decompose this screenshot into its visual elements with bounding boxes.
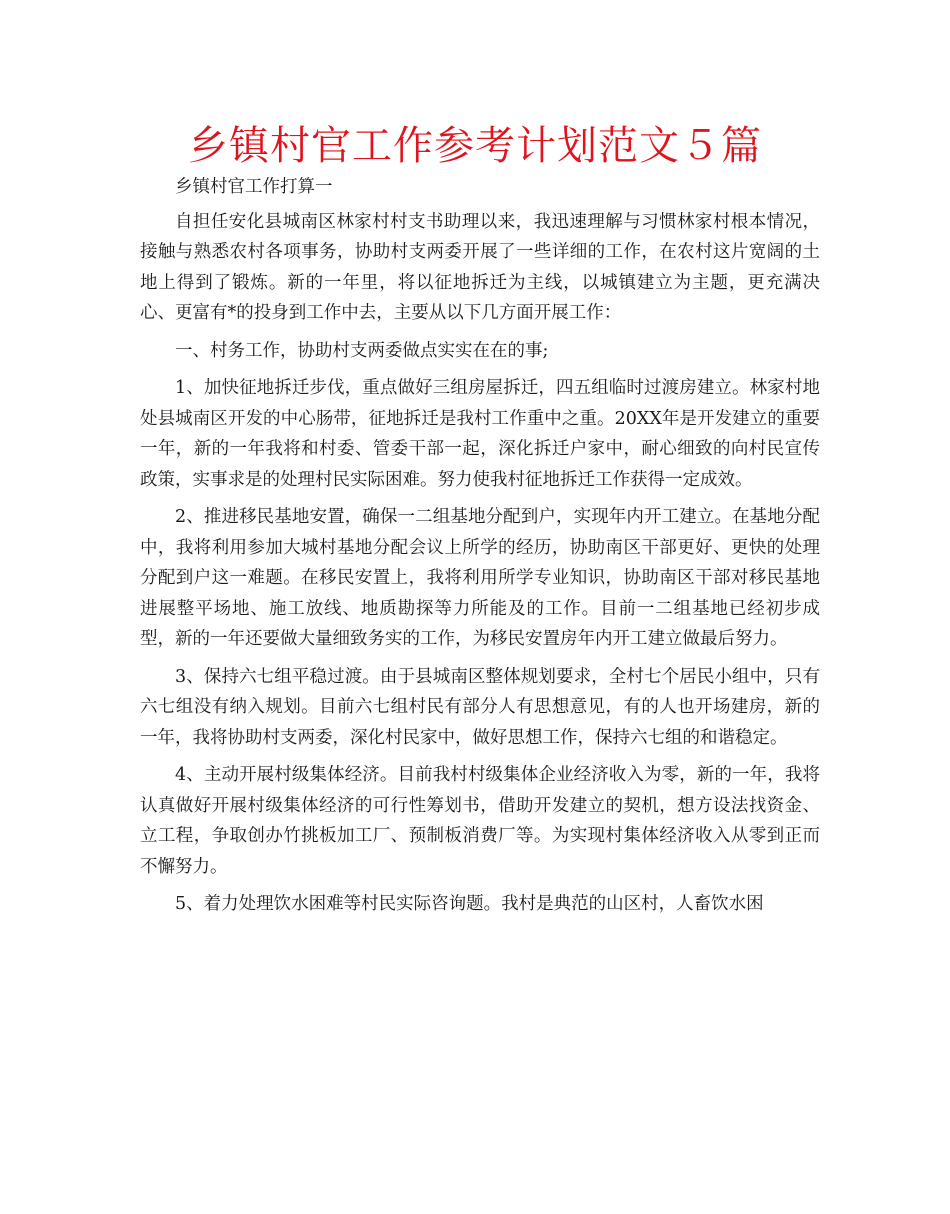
section-heading: 乡镇村官工作打算一 bbox=[175, 177, 333, 197]
paragraph-subheading: 一、村务工作，协助村支两委做点实实在在的事; bbox=[175, 340, 549, 361]
paragraph-item-3: 3、保持六七组平稳过渡。由于县城南区整体规划要求，全村七个居民小组中，只有六七组没有纳入规划。目前六七组村民有部分人有思想意见，有的人也开场建房，新的一年，我将协助村支两委，深化村民家中，做好思想工作，保持六七组的和谐稳定。 bbox=[140, 666, 820, 748]
paragraph-intro: 自担任安化县城南区林家村村支书助理以来，我迅速理解与习惯林家村根本情况，接触与熟悉农村各项事务，协助村支两委开展了一些详细的工作，在农村这片宽阔的土地上得到了锻炼。新的一年里，将以征地拆迁为主线，以城镇建立为主题，更充满决心、更富有*的投身到工作中去，主要从以下几方面开展工作： bbox=[140, 211, 820, 323]
paragraph-item-1: 1、加快征地拆迁步伐，重点做好三组房屋拆迁，四五组临时过渡房建立。林家村地处县城南区开发的中心肠带，征地拆迁是我村工作重中之重。20XX年是开发建立的重要一年，新的一年我将和村委、管委干部一起，深化拆迁户家中，耐心细致的向村民宣传政策，实事求是的处理村民实际困难。努力使我村征地拆迁工作获得一定成效。 bbox=[140, 378, 820, 490]
document-title: 乡镇村官工作参考计划范文５篇 bbox=[188, 123, 762, 169]
document-body bbox=[140, 172, 820, 927]
paragraph-item-4: 4、主动开展村级集体经济。目前我村村级集体企业经济收入为零，新的一年，我将认真做好开展村级集体经济的可行性筹划书，借助开发建立的契机，想方设法找资金、立工程，争取创办竹挑板加工厂、预制板消费厂等。为实现村集体经济收入从零到正而不懈努力。 bbox=[140, 765, 820, 877]
paragraph-item-2: 2、推进移民基地安置，确保一二组基地分配到户，实现年内开工建立。在基地分配中，我将利用参加大城村基地分配会议上所学的经历，协助南区干部更好、更快的处理分配到户这一难题。在移民安置上，我将利用所学专业知识，协助南区干部对移民基地进展整平场地、施工放线、地质勘探等力所能及的工作。目前一二组基地已经初步成型，新的一年还要做大量细致务实的工作，为移民安置房年内开工建立做最后努力。 bbox=[140, 507, 820, 649]
paragraph-item-5: 5、着力处理饮水困难等村民实际咨询题。我村是典范的山区村，人畜饮水困 bbox=[175, 894, 764, 914]
